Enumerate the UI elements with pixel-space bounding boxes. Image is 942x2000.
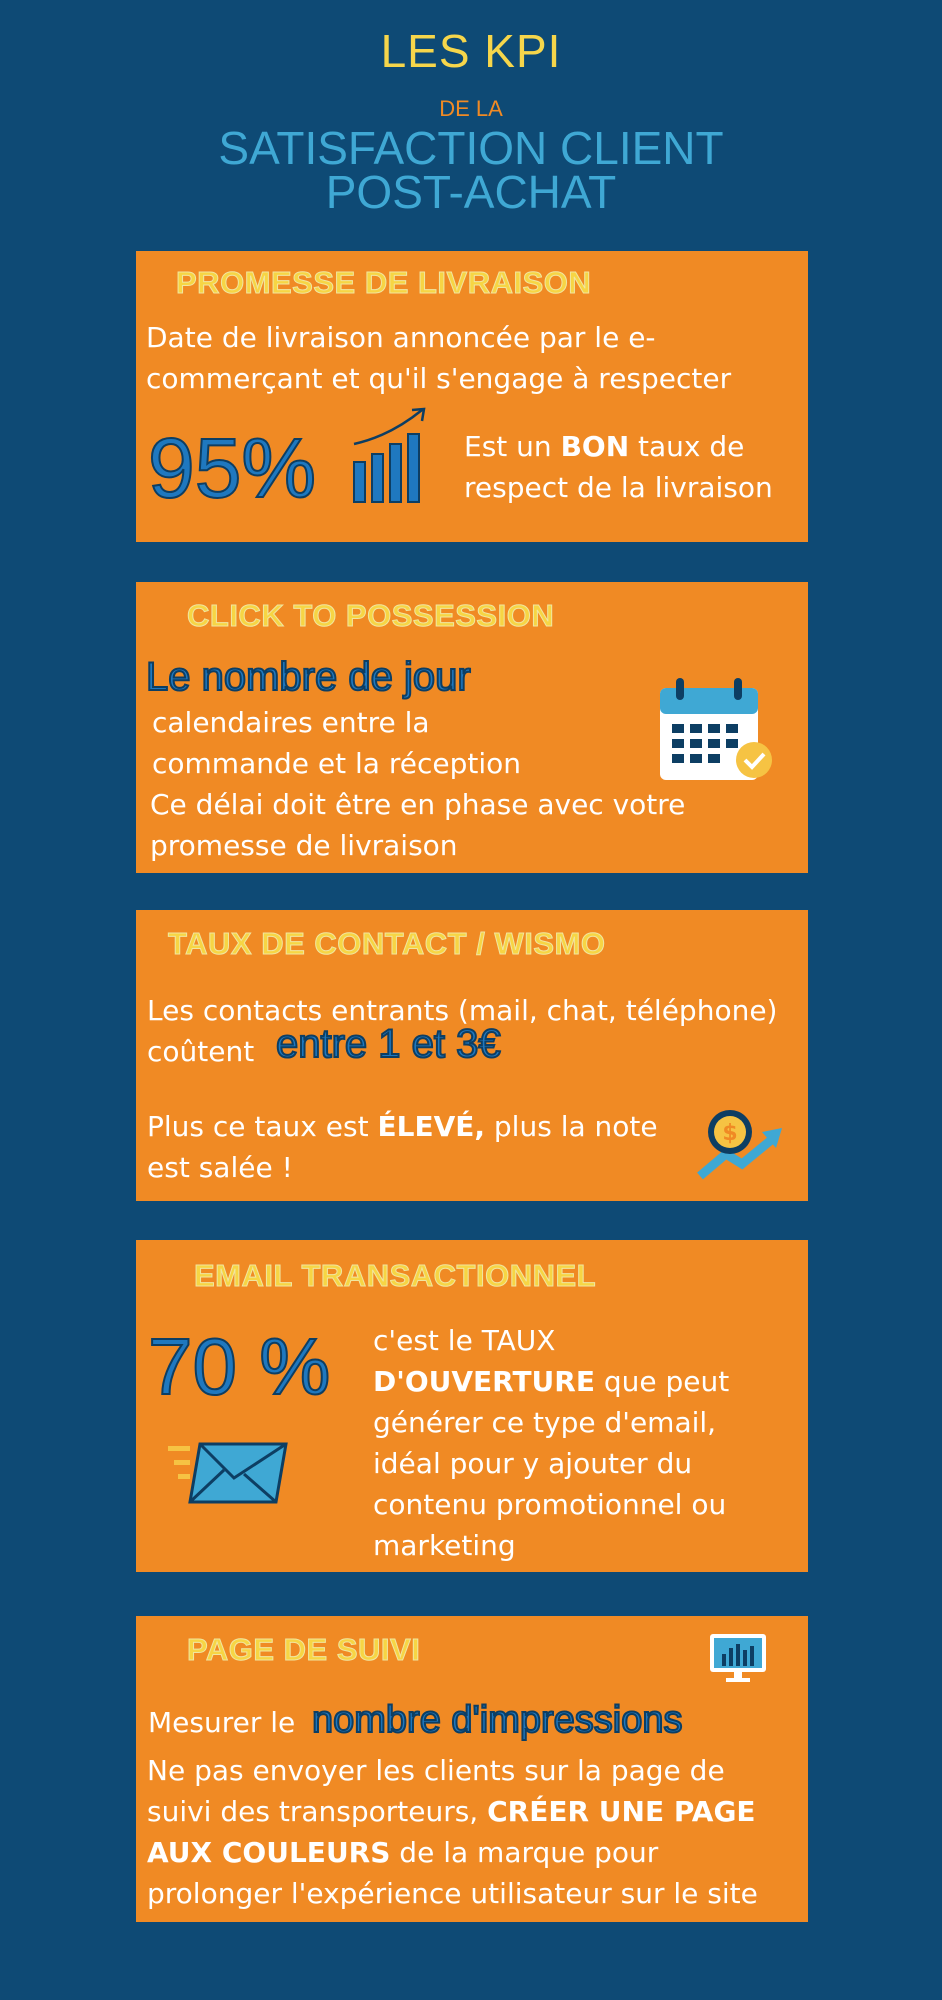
header-heading <box>0 122 942 218</box>
stat-value: 95% <box>148 421 317 515</box>
card-email-transactionnel <box>136 1240 808 1572</box>
dollar-coin-growth-icon <box>696 1106 786 1182</box>
desc-line: Ne pas envoyer les clients sur la page de <box>147 1754 725 1787</box>
highlight-text: Le nombre de jour <box>146 655 471 699</box>
header-heading-line2: POST-ACHAT <box>325 166 617 218</box>
bar-chart-growth-icon <box>350 406 436 506</box>
desc-line: AUX COULEURS de la marque pour <box>147 1836 659 1869</box>
desc-line: D'OUVERTURE que peut <box>373 1365 730 1398</box>
desc-line: contenu promotionnel ou <box>373 1488 727 1521</box>
card-description <box>147 1750 758 1914</box>
stat-note-line2: respect de la livraison <box>464 471 773 504</box>
highlight-text: nombre d'impressions <box>312 1699 683 1741</box>
card-description <box>373 1320 729 1566</box>
header-heading-line1: SATISFACTION CLIENT <box>218 122 724 174</box>
measure-label: Mesurer le <box>148 1706 296 1739</box>
desc-line: marketing <box>373 1529 516 1562</box>
desc-line: Les contacts entrants (mail, chat, téléphone) <box>147 994 778 1027</box>
stat-value: 70 % <box>148 1322 331 1411</box>
card-title: CLICK TO POSSESSION <box>187 598 555 633</box>
desc-line: suivi des transporteurs, CRÉER UNE PAGE <box>147 1795 756 1828</box>
card-note <box>150 784 685 866</box>
highlight-text: entre 1 et 3€ <box>276 1022 501 1066</box>
header-subtitle: DE LA <box>439 96 503 121</box>
card-title: TAUX DE CONTACT / WISMO <box>168 926 606 961</box>
stat-note <box>464 426 773 508</box>
desc-line: commerçant et qu'il s'engage à respecter <box>146 362 732 395</box>
card-promesse-livraison <box>136 251 808 542</box>
svg-text:$: $ <box>722 1121 738 1146</box>
desc-line: prolonger l'expérience utilisateur sur le site <box>147 1877 758 1910</box>
desc-line: coûtent <box>147 1035 255 1068</box>
card-title: PROMESSE DE LIVRAISON <box>176 265 592 300</box>
desc-line: promesse de livraison <box>150 829 458 862</box>
email-envelope-icon <box>168 1440 290 1506</box>
stat-note-line1: Est un BON taux de <box>464 430 745 463</box>
desc-line: générer ce type d'email, <box>373 1406 717 1439</box>
header-title: LES KPI <box>380 25 562 77</box>
desc-line: commande et la réception <box>152 747 521 780</box>
desc-line: c'est le TAUX <box>373 1324 556 1357</box>
monitor-chart-icon <box>708 1632 768 1684</box>
desc-line: Ce délai doit être en phase avec votre <box>150 788 686 821</box>
card-title: PAGE DE SUIVI <box>187 1632 421 1667</box>
card-taux-de-contact <box>136 910 808 1201</box>
card-click-to-possession <box>136 582 808 873</box>
card-page-de-suivi <box>136 1616 808 1922</box>
calendar-icon <box>656 678 776 788</box>
desc-line: idéal pour y ajouter du <box>373 1447 693 1480</box>
card-note <box>147 1106 658 1188</box>
desc-line: Plus ce taux est ÉLEVÉ, plus la note <box>147 1110 658 1143</box>
card-description <box>152 702 521 784</box>
desc-line: calendaires entre la <box>152 706 430 739</box>
card-description <box>146 317 731 399</box>
card-title: EMAIL TRANSACTIONNEL <box>194 1258 597 1293</box>
desc-line: est salée ! <box>147 1151 293 1184</box>
desc-line: Date de livraison annoncée par le e- <box>146 321 656 354</box>
